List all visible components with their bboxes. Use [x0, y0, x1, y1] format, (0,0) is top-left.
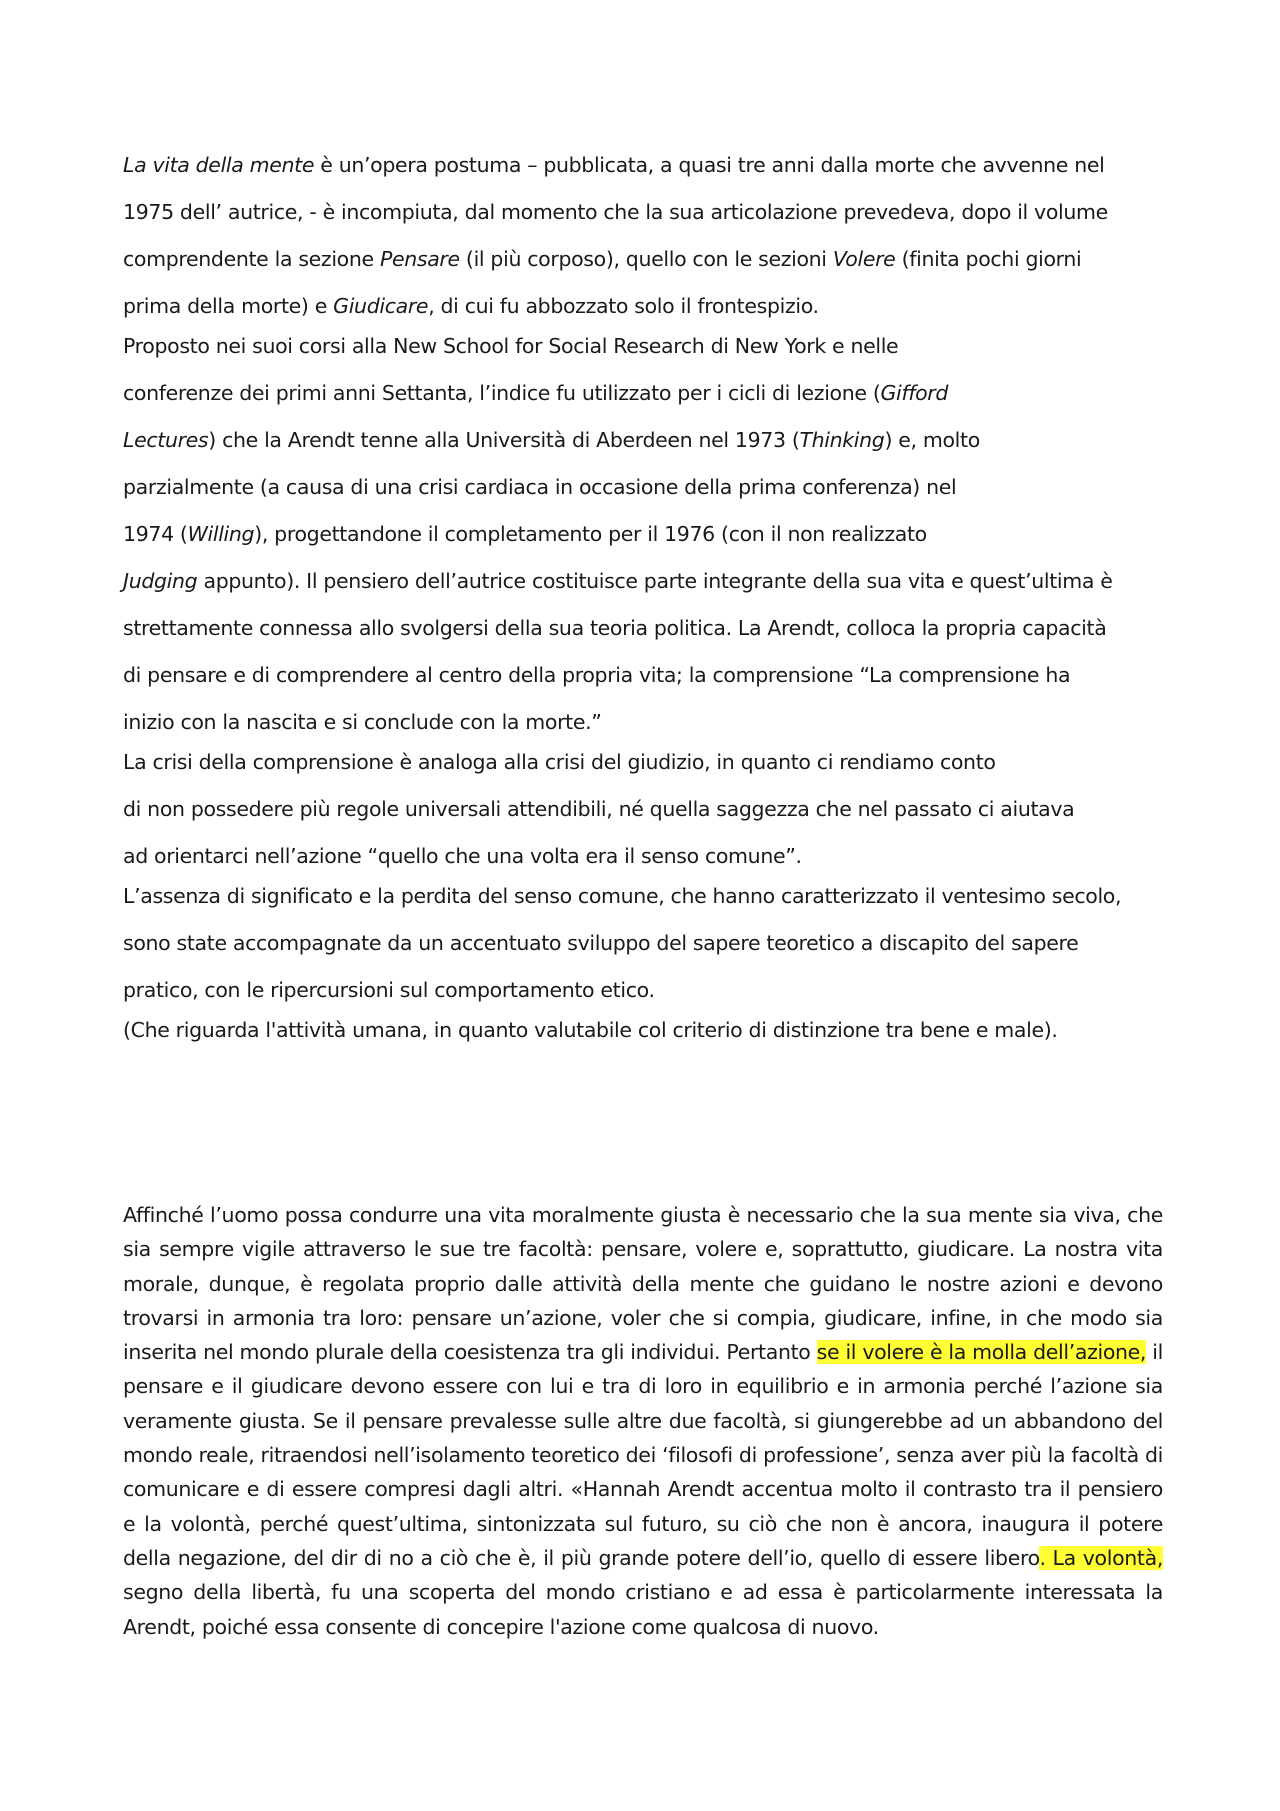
text-segment: di non possedere più regole universali attendibili, né quella saggezza che nel passato ci aiutava	[123, 797, 1075, 821]
text-segment: (Che riguarda l'attività umana, in quanto valutabile col criterio di distinzione tra bene e male).	[123, 1018, 1058, 1042]
text-segment: strettamente connessa allo svolgersi della sua teoria politica. La Arendt, colloca la propria capacità	[123, 616, 1107, 640]
text-segment: di pensare e di comprendere al centro della propria vita; la comprensione “La comprensione ha	[123, 663, 1071, 687]
text-segment: sono state accompagnate da un accentuato sviluppo del sapere teoretico a discapito del sapere	[123, 931, 1079, 955]
text-line	[123, 246, 1163, 273]
text-line	[123, 474, 1163, 501]
document-lines	[123, 152, 1163, 1064]
text-segment: pratico, con le ripercursioni sul comportamento etico.	[123, 978, 655, 1002]
text-segment: La crisi della comprensione è analoga alla crisi del giudizio, in quanto ci rendiamo conto	[123, 750, 996, 774]
highlighted-text: . La volontà,	[1039, 1545, 1163, 1570]
text-line	[123, 709, 1163, 736]
italic-text: Lectures	[123, 428, 209, 452]
text-line	[123, 615, 1163, 642]
text-segment: ) e, molto	[884, 428, 980, 452]
text-line	[123, 883, 1163, 910]
text-segment: 1974 (	[123, 522, 188, 546]
text-segment: ) che la Arendt tenne alla Università di Aberdeen nel 1973 (	[208, 428, 800, 452]
text-line	[123, 568, 1163, 595]
text-segment: Affinché l’uomo possa condurre una vita moralmente giusta è necessario che la sua mente sia viva, che sia sempre vigile attraverso le sue tre facoltà: pensare, volere e, soprattutto, giudicare. La nostra vita morale, dunque, è regolata proprio dalle attività della mente che guidano le nostre azioni e devono trovarsi in armonia tra loro: pensare un’azione, voler che si compia, giudicare, infine, in che modo sia inserita nel mondo plurale della coesistenza tra gli individui. Pertanto	[123, 1203, 1163, 1365]
text-segment: prima della morte) e	[123, 294, 334, 318]
text-line	[123, 977, 1163, 1004]
italic-text: Pensare	[379, 247, 460, 271]
highlighted-text: se il volere è la molla dell’azione,	[816, 1340, 1147, 1365]
text-line	[123, 1017, 1163, 1044]
text-segment: segno della libertà, fu una scoperta del mondo cristiano e ad essa è particolarmente interessata la Arendt, poiché essa consente di concepire l'azione come qualcosa di nuovo.	[123, 1580, 1163, 1639]
text-segment: (finita pochi giorni	[895, 247, 1082, 271]
text-line	[123, 749, 1163, 776]
text-segment: , di cui fu abbozzato solo il frontespizio.	[428, 294, 819, 318]
text-segment: appunto). Il pensiero dell’autrice costituisce parte integrante della sua vita e quest’ultima è	[197, 569, 1113, 593]
italic-text: Gifford	[880, 381, 949, 405]
text-segment: parzialmente (a causa di una crisi cardiaca in occasione della prima conferenza) nel	[123, 475, 957, 499]
text-line	[123, 427, 1163, 454]
text-segment: conferenze dei primi anni Settanta, l’indice fu utilizzato per i cicli di lezione (	[123, 381, 881, 405]
text-line	[123, 662, 1163, 689]
document-paragraph	[123, 1198, 1163, 1644]
text-segment: inizio con la nascita e si conclude con la morte.”	[123, 710, 602, 734]
text-segment: (il più corposo), quello con le sezioni	[459, 247, 833, 271]
text-line	[123, 199, 1163, 226]
text-segment: ad orientarci nell’azione “quello che una volta era il senso comune”.	[123, 844, 802, 868]
text-line	[123, 796, 1163, 823]
text-line	[123, 521, 1163, 548]
text-segment: L’assenza di significato e la perdita del senso comune, che hanno caratterizzato il ventesimo secolo,	[123, 884, 1122, 908]
italic-text: Willing	[187, 522, 255, 546]
text-line	[123, 930, 1163, 957]
text-segment: comprendente la sezione	[123, 247, 380, 271]
italic-text: La vita della mente	[123, 153, 315, 177]
italic-text: Thinking	[799, 428, 885, 452]
text-segment: 1975 dell’ autrice, - è incompiuta, dal momento che la sua articolazione prevedeva, dopo il volume	[123, 200, 1108, 224]
text-segment: Proposto nei suoi corsi alla New School for Social Research di New York e nelle	[123, 334, 899, 358]
text-line	[123, 293, 1163, 320]
text-segment: è un’opera postuma – pubblicata, a quasi tre anni dalla morte che avvenne nel	[314, 153, 1105, 177]
italic-text: Volere	[832, 247, 896, 271]
text-segment: ), progettandone il completamento per il 1976 (con il non realizzato	[254, 522, 927, 546]
italic-text: Judging	[123, 569, 198, 593]
text-line	[123, 380, 1163, 407]
text-line	[123, 843, 1163, 870]
text-line	[123, 333, 1163, 360]
text-line	[123, 152, 1163, 179]
italic-text: Giudicare	[333, 294, 429, 318]
text-segment: il pensare e il giudicare devono essere con lui e tra di loro in equilibrio e in armonia perché l’azione sia veramente giusta. Se il pensare prevalesse sulle altre due facoltà, si giungerebbe ad un abbandono del mondo reale, ritraendosi nell’isolamento teoretico dei ‘filosofi di professione’, senza aver più la facoltà di comunicare e di essere compresi dagli altri. «Hannah Arendt accentua molto il contrasto tra il pensiero e la volontà, perché quest’ultima, sintonizzata sul futuro, su ciò che non è ancora, inaugura il potere della negazione, del dir di no a ciò che è, il più grande potere dell’io, quello di essere libero	[123, 1340, 1163, 1570]
